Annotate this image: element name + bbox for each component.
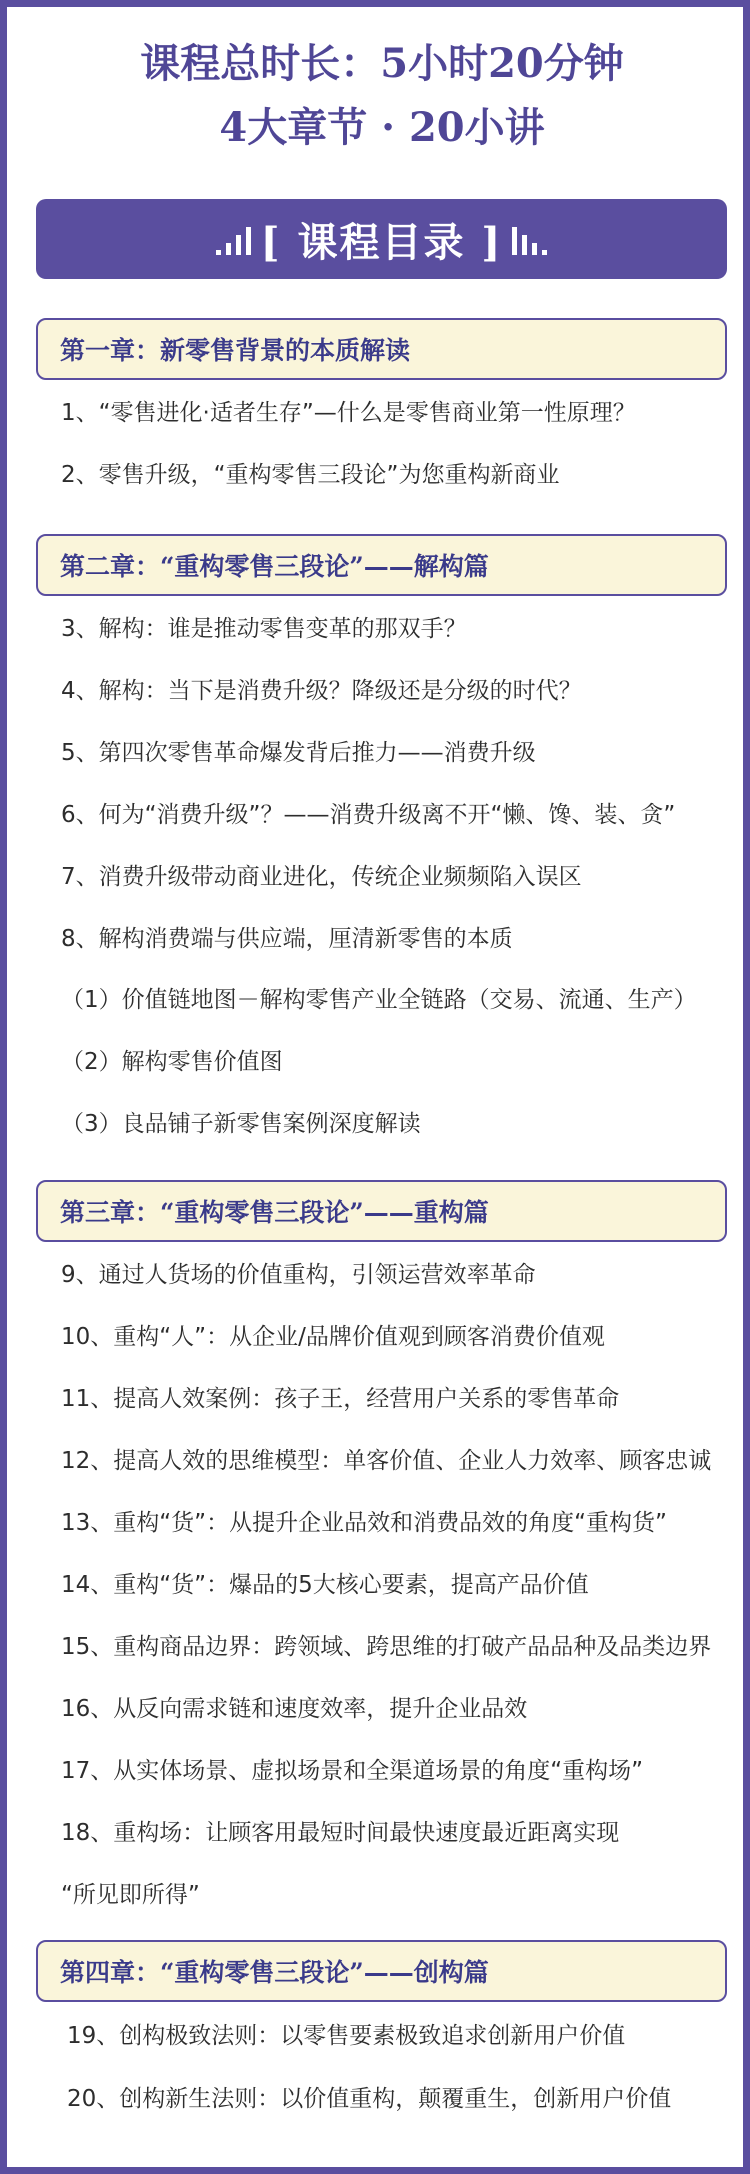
chapter-3-header: 第三章：“重构零售三段论”——重构篇 — [36, 1180, 727, 1242]
lesson-item: 19、创构极致法则：以零售要素极致追求创新用户价值 — [67, 2023, 626, 2049]
signal-bars-right-icon — [512, 223, 547, 255]
lesson-item: 14、重构“货”：爆品的5大核心要素，提高产品价值 — [61, 1572, 589, 1598]
lesson-item: 7、消费升级带动商业进化，传统企业频频陷入误区 — [61, 864, 582, 890]
lesson-item: 2、零售升级，“重构零售三段论”为您重构新商业 — [61, 462, 560, 488]
lesson-subitem: （1）价值链地图－解构零售产业全链路（交易、流通、生产） — [61, 987, 697, 1013]
lesson-subitem: （2）解构零售价值图 — [61, 1049, 283, 1075]
lesson-subitem: （3）良品铺子新零售案例深度解读 — [61, 1111, 421, 1137]
lesson-item: 8、解构消费端与供应端，厘清新零售的本质 — [61, 926, 513, 952]
chapter-4-header: 第四章：“重构零售三段论”——创构篇 — [36, 1940, 727, 2002]
lesson-item: 6、何为“消费升级”？——消费升级离不开“懒、馋、装、贪” — [61, 802, 676, 828]
lesson-item: 17、从实体场景、虚拟场景和全渠道场景的角度“重构场” — [61, 1758, 644, 1784]
lesson-item: 9、通过人货场的价值重构，引领运营效率革命 — [61, 1262, 536, 1288]
catalog-banner — [36, 199, 727, 279]
lesson-item: 4、解构：当下是消费升级？降级还是分级的时代？ — [61, 678, 582, 704]
lesson-item: 5、第四次零售革命爆发背后推力——消费升级 — [61, 740, 536, 766]
lesson-item: 18、重构场：让顾客用最短时间最快速度最近距离实现 — [61, 1820, 620, 1846]
lesson-item: 10、重构“人”：从企业/品牌价值观到顾客消费价值观 — [61, 1324, 605, 1350]
catalog-title: [ 课程目录 ] — [260, 218, 503, 266]
lesson-item: 13、重构“货”：从提升企业品效和消费品效的角度“重构货” — [61, 1510, 667, 1536]
lesson-item: 16、从反向需求链和速度效率，提升企业品效 — [61, 1696, 528, 1722]
lesson-item: 20、创构新生法则：以价值重构，颠覆重生，创新用户价值 — [67, 2086, 672, 2112]
lesson-item: 12、提高人效的思维模型：单客价值、企业人力效率、顾客忠诚 — [61, 1448, 712, 1474]
lesson-item: 1、“零售进化·适者生存”—什么是零售商业第一性原理？ — [61, 400, 636, 426]
lesson-item-continuation: “所见即所得” — [61, 1882, 200, 1908]
lesson-item: 15、重构商品边界：跨领域、跨思维的打破产品品种及品类边界 — [61, 1634, 712, 1660]
lesson-item: 3、解构：谁是推动零售变革的那双手？ — [61, 616, 467, 642]
lesson-item: 11、提高人效案例：孩子王，经营用户关系的零售革命 — [61, 1386, 620, 1412]
signal-bars-left-icon — [216, 223, 251, 255]
course-structure-subtitle: 4大章节 · 20小讲 — [219, 104, 545, 151]
course-duration-title: 课程总时长：5小时20分钟 — [140, 40, 624, 87]
chapter-2-header: 第二章：“重构零售三段论”——解构篇 — [36, 534, 727, 596]
chapter-1-header: 第一章：新零售背景的本质解读 — [36, 318, 727, 380]
